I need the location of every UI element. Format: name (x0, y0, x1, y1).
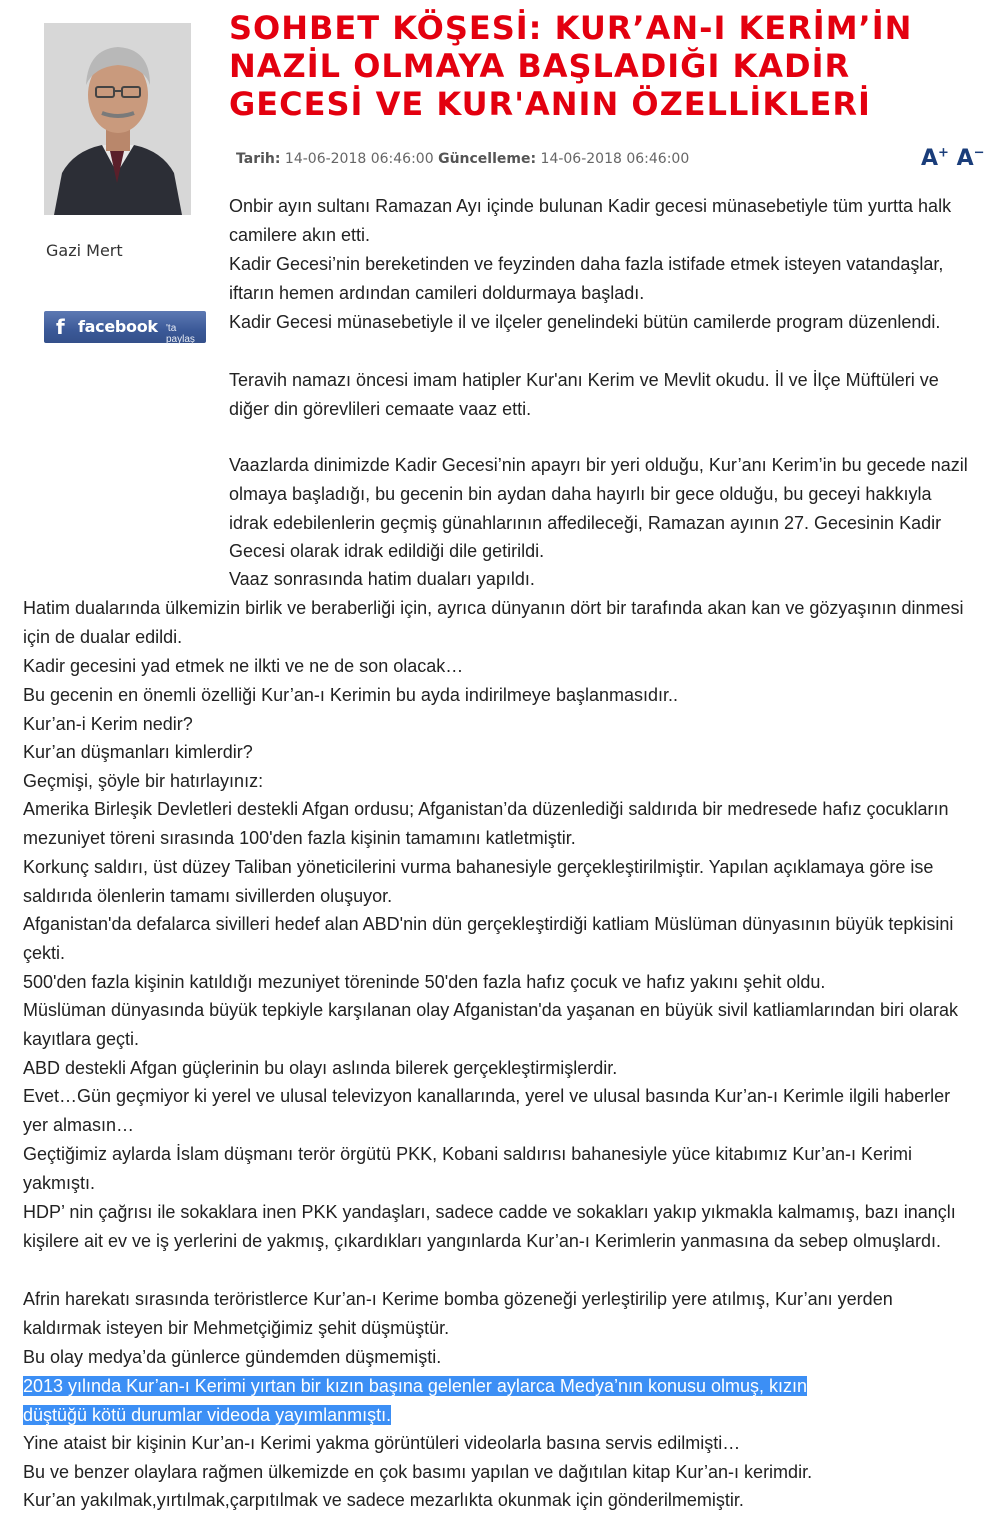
facebook-icon: f (56, 315, 65, 339)
author-portrait-icon (44, 23, 191, 215)
paragraph-20: Geçtiğimiz aylarda İslam düşmanı terör örgütü PKK, Kobani saldırısı bahanesiyle yüce kitabımız Kur’an-ı Kerimi yakmıştı. (23, 1144, 913, 1193)
paragraph-19: Evet…Gün geçmiyor ki yerel ve ulusal televizyon kanallarında, yerel ve ulusal basında Kur’an-ı Kerimle ilgili haberler yer almasın… (23, 1086, 951, 1135)
paragraph-2: Kadir Gecesi’nin bereketinden ve feyzinden daha fazla istifade etmek isteyen vatandaşlar, iftarın hemen ardından camileri doldurmaya başladı. (229, 254, 944, 303)
author-photo (44, 23, 191, 215)
facebook-share-button[interactable] (44, 311, 206, 343)
paragraph-3: Kadir Gecesi münasebetiyle il ve ilçeler genelindeki bütün camilerde program düzenlendi. (229, 312, 941, 332)
paragraph-18: ABD destekli Afgan güçlerinin bu olayı aslında bilerek gerçekleştirmişlerdir. (23, 1058, 618, 1078)
paragraph-6: Vaaz sonrasında hatim duaları yapıldı. (229, 569, 535, 589)
paragraph-13: Amerika Birleşik Devletleri destekli Afgan ordusu; Afganistan’da düzenlediği saldırıda bir medresede hafız çocukların mezuniyet töreni sırasında 100'den fazla kişinin tamamını katletmiştir. (23, 799, 949, 848)
paragraph-8: Kadir gecesini yad etmek ne ilkti ve ne de son olacak… (23, 656, 464, 676)
selected-text-line-2: düştüğü kötü durumlar videoda yayımlanmıştı. (23, 1404, 392, 1425)
paragraph-25: Yine ataist bir kişinin Kur’an-ı Kerimi yakma görüntüleri videolarla basına servis edilmişti… (23, 1433, 741, 1453)
font-size-controls (921, 146, 985, 171)
paragraph-5: Vaazlarda dinimizde Kadir Gecesi’nin apayrı bir yeri olduğu, Kur’anı Kerim’in bu gecede nazil olmaya başladığı, bu gecenin bin aydan daha hayırlı bir gece olduğu, bu geceyi hakkıyla idrak edebilenlerin geçmiş günahlarının affedileceği, Ramazan ayının 27. Gecesinin Kadir Gecesi olarak idrak edildiği dile getirildi. (229, 455, 968, 562)
paragraph-27: Kur’an yakılmak,yırtılmak,çarpıtılmak ve sadece mezarlıkta okunmak için gönderilmemiştir. (23, 1490, 744, 1510)
plus-icon: + (938, 146, 949, 161)
facebook-share-suffix: 'ta paylaş (166, 323, 195, 345)
paragraph-23: Bu olay medya’da günlerce gündemden düşmemişti. (23, 1347, 442, 1367)
paragraph-24-selected (23, 1372, 973, 1430)
paragraph-9: Bu gecenin en önemli özelliği Kur’an-ı Kerimin bu ayda indirilmeye başlanmasıdır.. (23, 685, 679, 705)
paragraph-17: Müslüman dünyasında büyük tepkiyle karşılanan olay Afganistan'da yaşanan en büyük sivil katliamlarından biri olarak kayıtlara geçti. (23, 1000, 958, 1049)
paragraph-7: Hatim dualarında ülkemizin birlik ve beraberliği için, ayrıca dünyanın dört bir tarafında akan kan ve gözyaşının dinmesi için de dualar edildi. (23, 598, 964, 647)
paragraph-1: Onbir ayın sultanı Ramazan Ayı içinde bulunan Kadir gecesi münasebetiyle tüm yurtta halk camilere akın etti. (229, 196, 952, 245)
paragraph-16: 500'den fazla kişinin katıldığı mezuniyet töreninde 50'den fazla hafız çocuk ve hafız yakını şehit oldu. (23, 972, 826, 992)
paragraph-26: Bu ve benzer olaylara rağmen ülkemizde en çok basımı yapılan ve dağıtılan kitap Kur’an-ı kerimdir. (23, 1462, 813, 1482)
paragraph-15: Afganistan'da defalarca sivilleri hedef alan ABD'nin dün gerçekleştirdiği katliam Müslüman dünyasının büyük tepkisini çekti. (23, 914, 954, 963)
paragraph-12: Geçmişi, şöyle bir hatırlayınız: (23, 771, 264, 791)
paragraph-22: Afrin harekatı sırasında teröristlerce Kur’an-ı Kerime bomba gözeneği yerleştirilip yere atılmış, Kur’anı yerden kaldırmak isteyen bir Mehmetçiğimiz şehit düşmüştür. (23, 1289, 893, 1338)
date-label: Tarih: (236, 151, 281, 167)
updated-value: 14-06-2018 06:46:00 (540, 151, 690, 167)
author-name: Gazi Mert (46, 241, 123, 260)
font-decrease-button[interactable]: A− (956, 146, 985, 172)
selected-text-line-1: 2013 yılında Kur’an-ı Kerimi yırtan bir kızın başına gelenler aylarca Medya’nın konusu olmuş, kızın (23, 1376, 808, 1396)
paragraph-11: Kur’an düşmanları kimlerdir? (23, 742, 253, 762)
paragraph-4: Teravih namazı öncesi imam hatipler Kur'anı Kerim ve Mevlit okudu. İl ve İlçe Müftüleri ve diğer din görevlileri cemaate vaaz etti. (229, 370, 939, 419)
paragraph-21: HDP’ nin çağrısı ile sokaklara inen PKK yandaşları, sadece cadde ve sokakları yakıp yıkmakla kalmamış, bazı inançlı kişilere ait ev ve iş yerlerini de yakmış, çıkardıkları yangınlarda Kur’an-ı Kerimlerin yanmasına da sebep olmuşlardı. (23, 1202, 956, 1251)
paragraph-10: Kur’an-i Kerim nedir? (23, 714, 193, 734)
article-title: SOHBET KÖŞESİ: KUR’AN-I KERİM’İN NAZİL OLMAYA BAŞLADIĞI KADİR GECESİ VE KUR'ANIN ÖZELLİKLERİ (229, 9, 913, 123)
article-meta (236, 151, 689, 167)
minus-icon: − (973, 146, 985, 161)
paragraph-14: Korkunç saldırı, üst düzey Taliban yöneticilerini vurma bahanesiyle gerçekleştirilmiştir. Yapılan açıklamaya göre ise saldırıda ölenlerin tamamı sivillerden oluşuyor. (23, 857, 934, 906)
font-increase-button[interactable]: A+ (921, 146, 949, 172)
updated-label: Güncelleme: (438, 151, 537, 167)
date-value: 14-06-2018 06:46:00 (284, 151, 434, 167)
facebook-label: facebook (78, 317, 158, 336)
